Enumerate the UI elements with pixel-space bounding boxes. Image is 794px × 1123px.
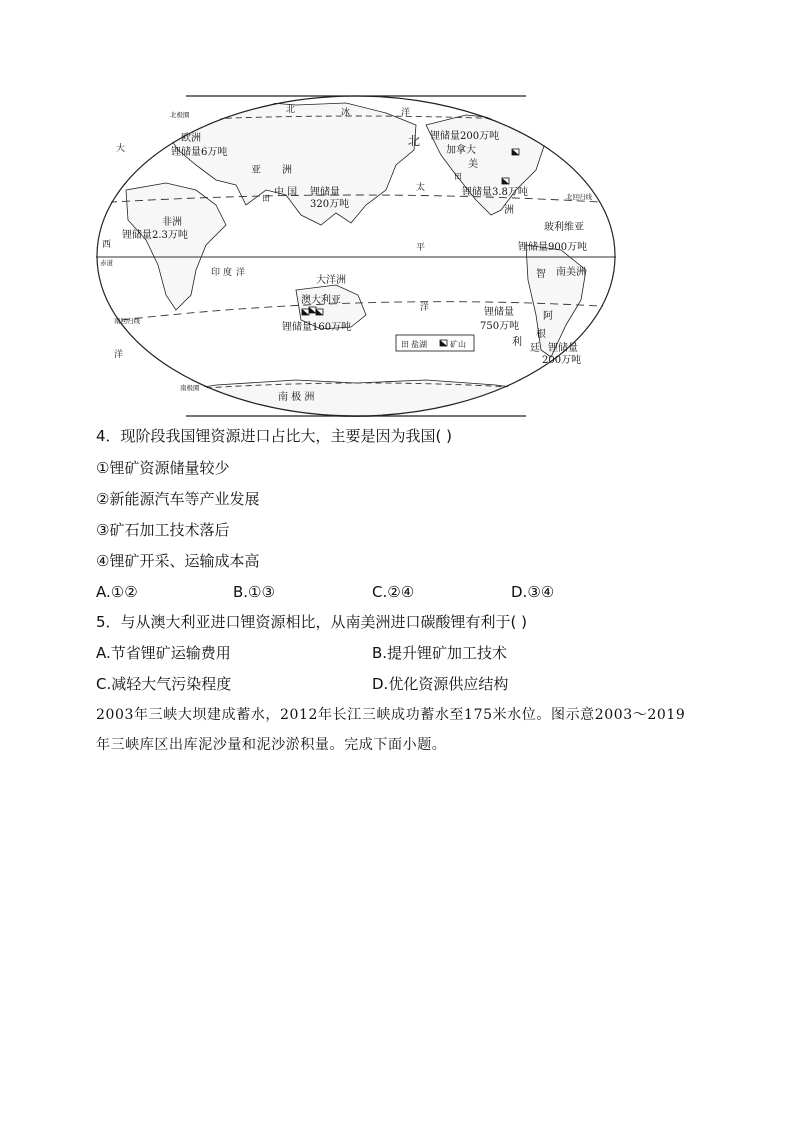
salt-lake-marker-usa: 田 xyxy=(454,172,462,181)
legend-salt-lake-icon: 田 xyxy=(401,340,409,349)
q5-option-b[interactable]: B.提升锂矿加工技术 xyxy=(372,644,508,662)
map-body xyxy=(96,95,616,417)
q4-stem: 4．现阶段我国锂资源进口占比大，主要是因为我国( ) xyxy=(96,427,453,445)
q4-item-3: ③矿石加工技术落后 xyxy=(96,521,230,539)
map-legend xyxy=(396,335,474,351)
q4-option-b[interactable]: B.①③ xyxy=(233,583,275,601)
legend-mine-icon xyxy=(440,340,447,346)
reserve-canada: 锂储量200万吨 xyxy=(430,131,500,142)
mine-icon-canada xyxy=(512,149,519,155)
q5-option-c[interactable]: C.减轻大气污染程度 xyxy=(96,675,232,693)
reserve-argentina-2: 200万吨 xyxy=(542,355,582,366)
continent-africa: 非洲 xyxy=(162,217,182,228)
ocean-indian-1: 印 xyxy=(211,268,221,278)
ocean-arctic-1: 北 xyxy=(286,105,296,115)
ocean-atlantic-2: 西 xyxy=(102,240,112,250)
reserve-china-1: 锂储量 xyxy=(310,187,340,198)
q5-stem: 5．与从澳大利亚进口锂资源相比，从南美洲进口碳酸锂有利于( ) xyxy=(96,613,528,631)
ocean-indian-3: 洋 xyxy=(236,268,246,278)
q4-item-2: ②新能源汽车等产业发展 xyxy=(96,490,260,508)
reserve-bolivia: 锂储量900万吨 xyxy=(518,242,588,253)
continent-australia: 澳大利亚 xyxy=(301,295,341,306)
country-bolivia: 玻利维亚 xyxy=(544,222,584,233)
country-argentina-2: 根 xyxy=(536,329,546,340)
world-lithium-map xyxy=(96,95,616,417)
country-argentina-1: 阿 xyxy=(543,311,553,322)
reserve-usa: 锂储量3.8万吨 xyxy=(462,187,528,198)
q4-option-a[interactable]: A.①② xyxy=(96,583,138,601)
label-arctic-circle: 北极圈 xyxy=(170,111,190,119)
continent-north-america-1: 北 xyxy=(408,134,421,148)
mine-icon-usa xyxy=(502,178,509,184)
q4-option-c[interactable]: C.②④ xyxy=(372,583,415,601)
ocean-arctic-3: 洋 xyxy=(401,108,411,118)
ocean-pacific-n: 太 xyxy=(416,183,426,193)
mine-icon-australia-1 xyxy=(302,309,309,315)
reserve-africa: 锂储量2.3万吨 xyxy=(122,230,188,241)
continent-north-america-3: 洲 xyxy=(504,205,514,216)
q4-item-4: ④锂矿开采、运输成本高 xyxy=(96,552,260,570)
legend-salt-lake-label: 盐湖 xyxy=(411,340,427,349)
mine-icon-australia-2 xyxy=(309,307,316,313)
salt-lake-marker-china: 田 xyxy=(262,194,270,203)
q5-option-d[interactable]: D.优化资源供应结构 xyxy=(372,675,509,693)
intro-line-2: 年三峡库区出库泥沙量和泥沙淤积量。完成下面小题。 xyxy=(96,737,447,753)
reserve-chile-1: 锂储量 xyxy=(484,307,514,318)
country-chile-2: 利 xyxy=(512,337,522,348)
q4-item-1: ①锂矿资源储量较少 xyxy=(96,459,230,477)
q5-option-a[interactable]: A.节省锂矿运输费用 xyxy=(96,644,231,662)
label-equator: 赤道 xyxy=(100,259,113,267)
world-map-svg xyxy=(96,95,616,417)
intro-line-1: 2003年三峡大坝建成蓄水，2012年长江三峡成功蓄水至175米水位。图示意2003～2019 xyxy=(96,707,686,723)
mine-icon-australia-3 xyxy=(316,309,323,315)
continent-asia-2: 洲 xyxy=(282,165,292,176)
reserve-china-2: 320万吨 xyxy=(310,199,350,210)
reserve-europe: 锂储量6万吨 xyxy=(171,147,228,158)
label-tropic-cancer: 北回归线 xyxy=(566,193,592,201)
legend-mine-label: 矿山 xyxy=(450,340,466,349)
continent-oceania: 大洋洲 xyxy=(316,275,346,286)
ocean-pacific-mid: 平 xyxy=(416,243,426,253)
ocean-atlantic-1: 大 xyxy=(116,144,126,154)
reserve-chile-2: 750万吨 xyxy=(480,321,520,332)
continent-south-america: 南美洲 xyxy=(556,267,586,278)
reserve-australia: 锂储量160万吨 xyxy=(282,322,352,333)
q4-option-d[interactable]: D.③④ xyxy=(511,583,555,601)
label-antarctic-circle: 南极圈 xyxy=(180,384,200,392)
continent-europe: 欧洲 xyxy=(181,133,201,144)
continent-north-america-2: 美 xyxy=(468,159,478,170)
reserve-argentina-1: 锂储量 xyxy=(548,343,578,354)
label-tropic-capricorn: 南回归线 xyxy=(114,317,140,325)
country-argentina-3: 廷 xyxy=(530,343,540,354)
ocean-arctic-2: 冰 xyxy=(341,108,351,118)
ocean-pacific-s: 洋 xyxy=(420,303,430,313)
country-chile-1: 智 xyxy=(536,269,546,280)
ocean-atlantic-3: 洋 xyxy=(114,350,124,360)
continent-asia-1: 亚 xyxy=(251,165,261,176)
continent-antarctica: 南 极 洲 xyxy=(278,392,315,403)
country-canada: 加拿大 xyxy=(446,145,476,156)
country-china: 中 国 xyxy=(274,187,298,198)
ocean-indian-2: 度 xyxy=(223,268,233,278)
